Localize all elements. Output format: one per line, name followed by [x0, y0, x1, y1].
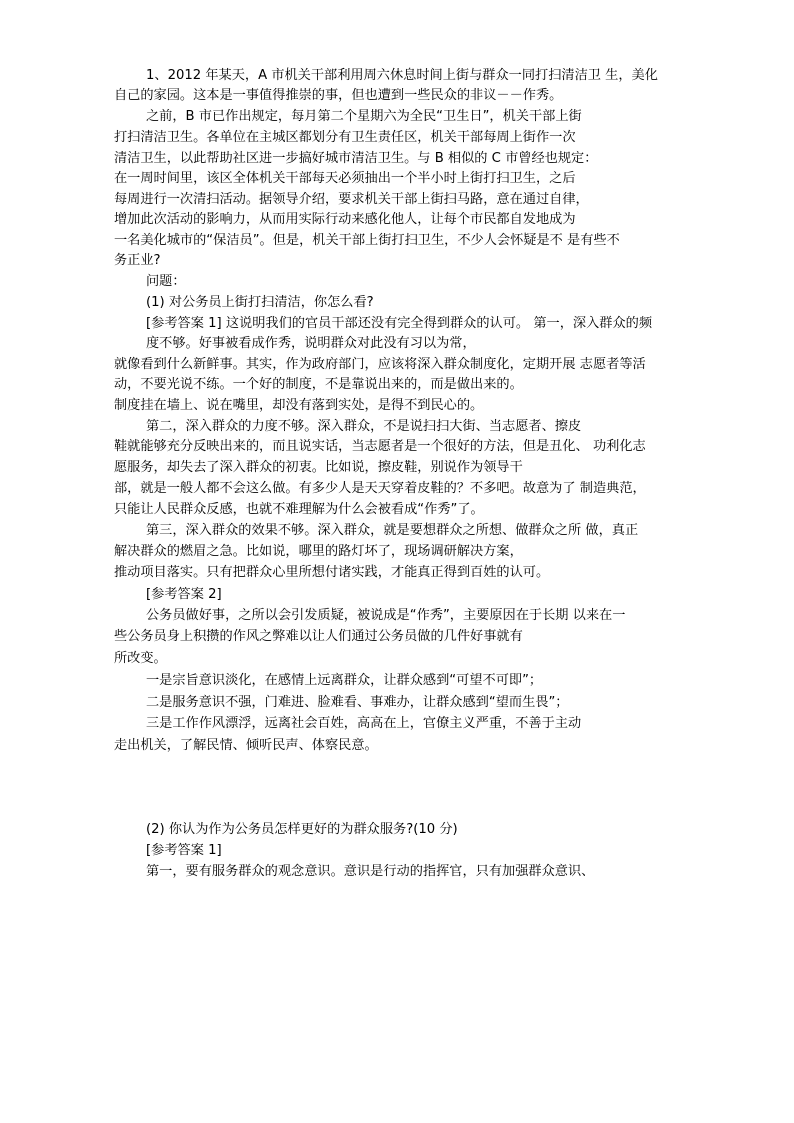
text-line: 所改变。 [114, 651, 167, 666]
text-line: 解决群众的燃眉之急。比如说，哪里的路灯坏了，现场调研解决方案， [114, 544, 523, 559]
text-line: [参考答案 1] [146, 843, 222, 858]
text-line: 清洁卫生，以此帮助社区进一步搞好城市清洁卫生。与 B 相似的 C 市曾经也规定： [114, 151, 598, 166]
text-line: 推动项目落实。只有把群众心里所想付诸实践，才能真正得到百姓的认可。 [114, 565, 550, 580]
text-line: 务正业? [114, 253, 161, 268]
text-line: [参考答案 1] 这说明我们的官员干部还没有完全得到群众的认可。 第一，深入群众的频 [146, 316, 653, 331]
text-line: 些公务员身上积攒的作风之弊难以让人们通过公务员做的几件好事就有 [114, 629, 523, 644]
text-line: 自己的家园。这本是一事值得推崇的事，但也遭到一些民众的非议－－作秀。 [114, 88, 563, 103]
text-line: 第一，要有服务群众的观念意识。意识是行动的指挥官，只有加强群众意识、 [146, 864, 595, 879]
text-line: 度不够。好事被看成作秀，说明群众对此没有习以为常， [146, 336, 476, 351]
text-line: 鞋就能够充分反映出来的，而且说实话，当志愿者是一个很好的方法，但是丑化、 功利化志 [114, 439, 646, 454]
text-line: 增加此次活动的影响力，从而用实际行动来感化他人，让每个市民都自发地成为 [114, 212, 576, 227]
text-line: 走出机关，了解民情、倾听民声、体察民意。 [114, 738, 378, 753]
text-line: 愿服务，却失去了深入群众的初衷。比如说，擦皮鞋，别说作为领导干 [114, 460, 523, 475]
text-line: 每周进行一次清扫活动。据领导介绍，要求机关干部上街扫马路，意在通过自律， [114, 192, 589, 207]
text-line: 问题： [146, 274, 186, 289]
text-line: 只能让人民群众反感，也就不难理解为什么会被看成“作秀”了。 [114, 502, 484, 517]
text-line: 一名美化城市的“保洁员”。但是，机关干部上街打扫卫生，不少人会怀疑是不 是有些不 [114, 233, 620, 248]
text-line: 制度挂在墙上、说在嘴里，却没有落到实处，是得不到民心的。 [114, 398, 484, 413]
text-line: (2) 你认为作为公务员怎样更好的为群众服务?(10 分) [146, 822, 458, 837]
text-line: 第二，深入群众的力度不够。深入群众，不是说扫扫大街、当志愿者、擦皮 [146, 419, 582, 434]
text-line: (1) 对公务员上街打扫清洁，你怎么看? [146, 295, 374, 310]
text-line: 三是工作作风漂浮，远离社会百姓，高高在上，官僚主义严重，不善于主动 [146, 716, 582, 731]
text-line: 二是服务意识不强，门难进、脸难看、事难办，让群众感到“望而生畏”； [146, 695, 569, 710]
text-line: 一是宗旨意识淡化，在感情上远离群众，让群众感到“可望不可即”； [146, 673, 543, 688]
text-line: 在一周时间里，该区全体机关干部每天必须抽出一个半小时上街打扫卫生，之后 [114, 171, 576, 186]
text-line: 部，就是一般人都不会这么做。有多少人是天天穿着皮鞋的？不多吧。故意为了 制造典范， [114, 481, 646, 496]
text-line: 第三，深入群众的效果不够。深入群众，就是要想群众之所想、做群众之所 做，真正 [146, 523, 639, 538]
text-line: 1、2012 年某天，A 市机关干部利用周六休息时间上街与群众一同打扫清洁卫 生，美化 [146, 68, 658, 83]
text-line: 打扫清洁卫生。各单位在主城区都划分有卫生责任区，机关干部每周上街作一次 [114, 130, 576, 145]
text-line: [参考答案 2] [146, 587, 222, 602]
text-line: 动，不要光说不练。一个好的制度，不是靠说出来的，而是做出来的。 [114, 377, 523, 392]
text-line: 就像看到什么新鲜事。其实，作为政府部门，应该将深入群众制度化，定期开展 志愿者等活 [114, 357, 646, 372]
text-line: 之前，B 市已作出规定，每月第二个星期六为全民“卫生日”，机关干部上街 [146, 109, 582, 124]
text-line: 公务员做好事，之所以会引发质疑，被说成是“作秀”，主要原因在于长期 以来在一 [146, 608, 626, 623]
